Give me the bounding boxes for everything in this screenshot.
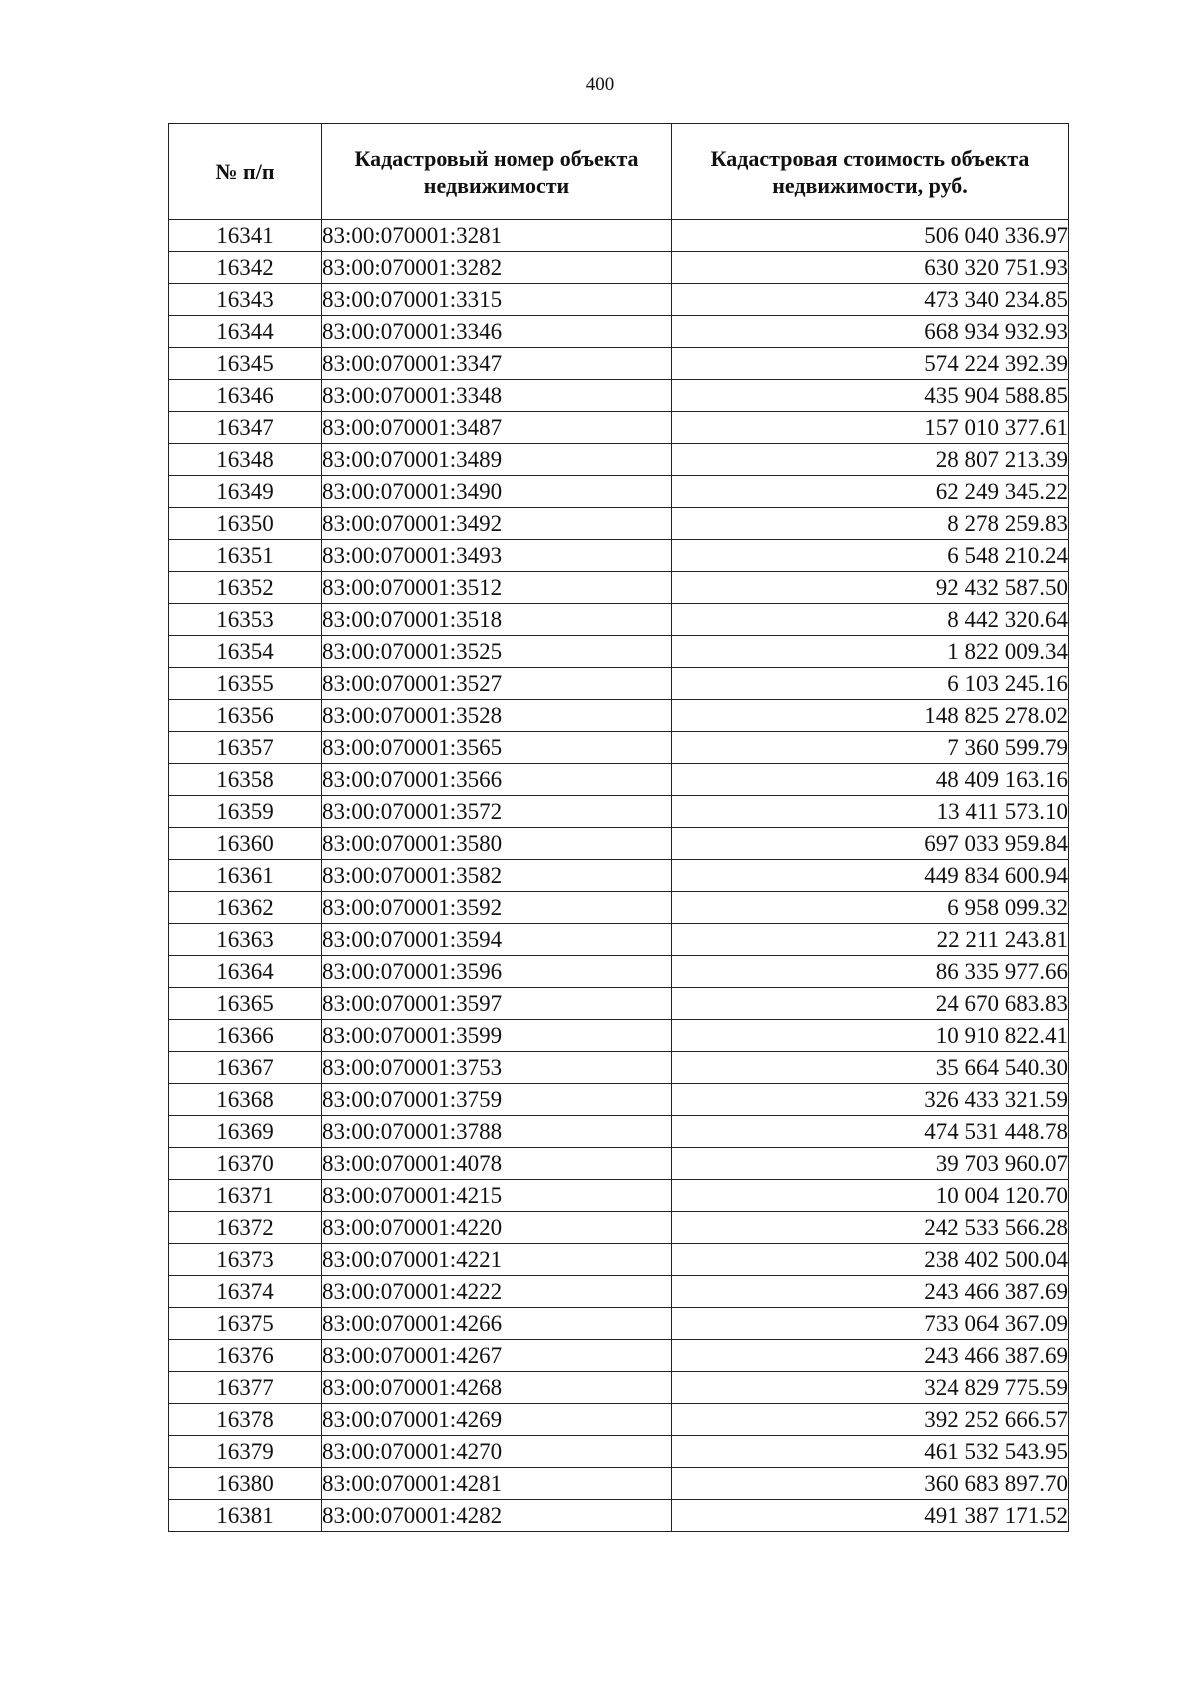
cadastral-value-cell: 392 252 666.57 [672, 1404, 1069, 1436]
cadastral-number-cell: 83:00:070001:3525 [322, 636, 672, 668]
cadastral-value-cell: 24 670 683.83 [672, 988, 1069, 1020]
cadastral-value-table [168, 123, 1069, 1532]
cadastral-number-cell: 83:00:070001:4222 [322, 1276, 672, 1308]
cadastral-number-cell: 83:00:070001:3599 [322, 1020, 672, 1052]
table-row [169, 508, 1069, 540]
row-number-cell: 16354 [169, 636, 322, 668]
cadastral-number-cell: 83:00:070001:4266 [322, 1308, 672, 1340]
table-row [169, 1084, 1069, 1116]
cadastral-number-cell: 83:00:070001:3281 [322, 220, 672, 252]
row-number-cell: 16373 [169, 1244, 322, 1276]
cadastral-number-cell: 83:00:070001:3489 [322, 444, 672, 476]
table-row [169, 668, 1069, 700]
cadastral-value-cell: 157 010 377.61 [672, 412, 1069, 444]
cadastral-value-cell: 733 064 367.09 [672, 1308, 1069, 1340]
cadastral-value-cell: 360 683 897.70 [672, 1468, 1069, 1500]
table-row [169, 1308, 1069, 1340]
cadastral-value-cell: 473 340 234.85 [672, 284, 1069, 316]
row-number-cell: 16360 [169, 828, 322, 860]
row-number-cell: 16348 [169, 444, 322, 476]
cadastral-number-cell: 83:00:070001:3528 [322, 700, 672, 732]
cadastral-value-cell: 62 249 345.22 [672, 476, 1069, 508]
row-number-cell: 16362 [169, 892, 322, 924]
cadastral-number-cell: 83:00:070001:4267 [322, 1340, 672, 1372]
table-row [169, 988, 1069, 1020]
row-number-cell: 16363 [169, 924, 322, 956]
row-number-cell: 16345 [169, 348, 322, 380]
row-number-cell: 16341 [169, 220, 322, 252]
table-row [169, 220, 1069, 252]
table-row [169, 636, 1069, 668]
table-row [169, 1372, 1069, 1404]
header-row [169, 124, 1069, 220]
cadastral-number-cell: 83:00:070001:3565 [322, 732, 672, 764]
row-number-cell: 16356 [169, 700, 322, 732]
cadastral-number-cell: 83:00:070001:3512 [322, 572, 672, 604]
cadastral-value-cell: 10 004 120.70 [672, 1180, 1069, 1212]
table-row [169, 252, 1069, 284]
table-row [169, 1276, 1069, 1308]
cadastral-value-cell: 668 934 932.93 [672, 316, 1069, 348]
cadastral-value-cell: 10 910 822.41 [672, 1020, 1069, 1052]
cadastral-value-cell: 92 432 587.50 [672, 572, 1069, 604]
row-number-cell: 16370 [169, 1148, 322, 1180]
cadastral-value-cell: 8 278 259.83 [672, 508, 1069, 540]
row-number-cell: 16379 [169, 1436, 322, 1468]
cadastral-value-cell: 243 466 387.69 [672, 1340, 1069, 1372]
cadastral-number-cell: 83:00:070001:3315 [322, 284, 672, 316]
row-number-cell: 16368 [169, 1084, 322, 1116]
row-number-cell: 16369 [169, 1116, 322, 1148]
row-number-cell: 16357 [169, 732, 322, 764]
row-number-cell: 16343 [169, 284, 322, 316]
row-number-cell: 16376 [169, 1340, 322, 1372]
row-number-cell: 16359 [169, 796, 322, 828]
row-number-cell: 16371 [169, 1180, 322, 1212]
cadastral-value-cell: 474 531 448.78 [672, 1116, 1069, 1148]
cadastral-number-cell: 83:00:070001:3580 [322, 828, 672, 860]
header-cadastral-value: Кадастровая стоимость объекта недвижимости, руб. [672, 124, 1069, 220]
cadastral-value-cell: 148 825 278.02 [672, 700, 1069, 732]
cadastral-value-cell: 326 433 321.59 [672, 1084, 1069, 1116]
cadastral-number-cell: 83:00:070001:3487 [322, 412, 672, 444]
table-row [169, 444, 1069, 476]
page-number: 400 [585, 74, 615, 95]
cadastral-number-cell: 83:00:070001:4078 [322, 1148, 672, 1180]
table-row [169, 732, 1069, 764]
table-row [169, 1052, 1069, 1084]
table-body [169, 220, 1069, 1532]
cadastral-value-cell: 630 320 751.93 [672, 252, 1069, 284]
table-row [169, 1020, 1069, 1052]
cadastral-number-cell: 83:00:070001:4270 [322, 1436, 672, 1468]
row-number-cell: 16374 [169, 1276, 322, 1308]
table-row [169, 1116, 1069, 1148]
cadastral-value-cell: 13 411 573.10 [672, 796, 1069, 828]
cadastral-value-cell: 7 360 599.79 [672, 732, 1069, 764]
table-row [169, 1148, 1069, 1180]
table-row [169, 604, 1069, 636]
row-number-cell: 16353 [169, 604, 322, 636]
row-number-cell: 16381 [169, 1500, 322, 1532]
cadastral-number-cell: 83:00:070001:3596 [322, 956, 672, 988]
row-number-cell: 16352 [169, 572, 322, 604]
table-row [169, 540, 1069, 572]
table-row [169, 828, 1069, 860]
cadastral-number-cell: 83:00:070001:3759 [322, 1084, 672, 1116]
row-number-cell: 16364 [169, 956, 322, 988]
table-row [169, 380, 1069, 412]
cadastral-number-cell: 83:00:070001:3492 [322, 508, 672, 540]
cadastral-number-cell: 83:00:070001:3597 [322, 988, 672, 1020]
cadastral-number-cell: 83:00:070001:3594 [322, 924, 672, 956]
table-row [169, 412, 1069, 444]
row-number-cell: 16358 [169, 764, 322, 796]
table-header [169, 124, 1069, 220]
cadastral-number-cell: 83:00:070001:3572 [322, 796, 672, 828]
table-row [169, 1212, 1069, 1244]
cadastral-value-cell: 8 442 320.64 [672, 604, 1069, 636]
cadastral-value-cell: 461 532 543.95 [672, 1436, 1069, 1468]
table-row [169, 700, 1069, 732]
table-row [169, 284, 1069, 316]
cadastral-number-cell: 83:00:070001:4269 [322, 1404, 672, 1436]
table-row [169, 348, 1069, 380]
cadastral-value-cell: 28 807 213.39 [672, 444, 1069, 476]
cadastral-number-cell: 83:00:070001:4268 [322, 1372, 672, 1404]
table-row [169, 892, 1069, 924]
header-row-number: № п/п [169, 124, 322, 220]
cadastral-value-cell: 435 904 588.85 [672, 380, 1069, 412]
row-number-cell: 16342 [169, 252, 322, 284]
cadastral-number-cell: 83:00:070001:4215 [322, 1180, 672, 1212]
cadastral-value-cell: 6 103 245.16 [672, 668, 1069, 700]
cadastral-value-cell: 238 402 500.04 [672, 1244, 1069, 1276]
table-row [169, 764, 1069, 796]
cadastral-value-cell: 324 829 775.59 [672, 1372, 1069, 1404]
table-row [169, 1180, 1069, 1212]
row-number-cell: 16365 [169, 988, 322, 1020]
cadastral-value-cell: 243 466 387.69 [672, 1276, 1069, 1308]
row-number-cell: 16346 [169, 380, 322, 412]
row-number-cell: 16361 [169, 860, 322, 892]
cadastral-value-cell: 242 533 566.28 [672, 1212, 1069, 1244]
cadastral-number-cell: 83:00:070001:3493 [322, 540, 672, 572]
cadastral-value-cell: 22 211 243.81 [672, 924, 1069, 956]
row-number-cell: 16366 [169, 1020, 322, 1052]
row-number-cell: 16380 [169, 1468, 322, 1500]
cadastral-number-cell: 83:00:070001:3518 [322, 604, 672, 636]
table-row [169, 1500, 1069, 1532]
cadastral-value-cell: 6 548 210.24 [672, 540, 1069, 572]
cadastral-number-cell: 83:00:070001:3348 [322, 380, 672, 412]
row-number-cell: 16372 [169, 1212, 322, 1244]
row-number-cell: 16344 [169, 316, 322, 348]
cadastral-value-cell: 574 224 392.39 [672, 348, 1069, 380]
table-row [169, 796, 1069, 828]
table-row [169, 1340, 1069, 1372]
cadastral-number-cell: 83:00:070001:3788 [322, 1116, 672, 1148]
cadastral-value-cell: 697 033 959.84 [672, 828, 1069, 860]
row-number-cell: 16349 [169, 476, 322, 508]
cadastral-value-cell: 491 387 171.52 [672, 1500, 1069, 1532]
cadastral-number-cell: 83:00:070001:4221 [322, 1244, 672, 1276]
cadastral-value-cell: 506 040 336.97 [672, 220, 1069, 252]
cadastral-number-cell: 83:00:070001:3346 [322, 316, 672, 348]
row-number-cell: 16350 [169, 508, 322, 540]
cadastral-number-cell: 83:00:070001:3592 [322, 892, 672, 924]
row-number-cell: 16355 [169, 668, 322, 700]
table-row [169, 1244, 1069, 1276]
header-cadastral-number: Кадастровый номер объекта недвижимости [322, 124, 672, 220]
cadastral-number-cell: 83:00:070001:3566 [322, 764, 672, 796]
cadastral-number-cell: 83:00:070001:3490 [322, 476, 672, 508]
cadastral-number-cell: 83:00:070001:3282 [322, 252, 672, 284]
table-row [169, 1468, 1069, 1500]
cadastral-number-cell: 83:00:070001:3347 [322, 348, 672, 380]
cadastral-value-cell: 48 409 163.16 [672, 764, 1069, 796]
row-number-cell: 16347 [169, 412, 322, 444]
cadastral-number-cell: 83:00:070001:3582 [322, 860, 672, 892]
row-number-cell: 16367 [169, 1052, 322, 1084]
table-row [169, 924, 1069, 956]
table-row [169, 1436, 1069, 1468]
cadastral-number-cell: 83:00:070001:3753 [322, 1052, 672, 1084]
cadastral-value-cell: 1 822 009.34 [672, 636, 1069, 668]
table-row [169, 476, 1069, 508]
cadastral-number-cell: 83:00:070001:4281 [322, 1468, 672, 1500]
table-row [169, 1404, 1069, 1436]
cadastral-number-cell: 83:00:070001:4220 [322, 1212, 672, 1244]
row-number-cell: 16351 [169, 540, 322, 572]
cadastral-value-cell: 449 834 600.94 [672, 860, 1069, 892]
row-number-cell: 16375 [169, 1308, 322, 1340]
row-number-cell: 16378 [169, 1404, 322, 1436]
cadastral-value-cell: 6 958 099.32 [672, 892, 1069, 924]
cadastral-value-cell: 86 335 977.66 [672, 956, 1069, 988]
table-row [169, 572, 1069, 604]
cadastral-number-cell: 83:00:070001:3527 [322, 668, 672, 700]
cadastral-number-cell: 83:00:070001:4282 [322, 1500, 672, 1532]
table-row [169, 956, 1069, 988]
table-row [169, 316, 1069, 348]
row-number-cell: 16377 [169, 1372, 322, 1404]
cadastral-value-cell: 39 703 960.07 [672, 1148, 1069, 1180]
cadastral-value-cell: 35 664 540.30 [672, 1052, 1069, 1084]
table-row [169, 860, 1069, 892]
